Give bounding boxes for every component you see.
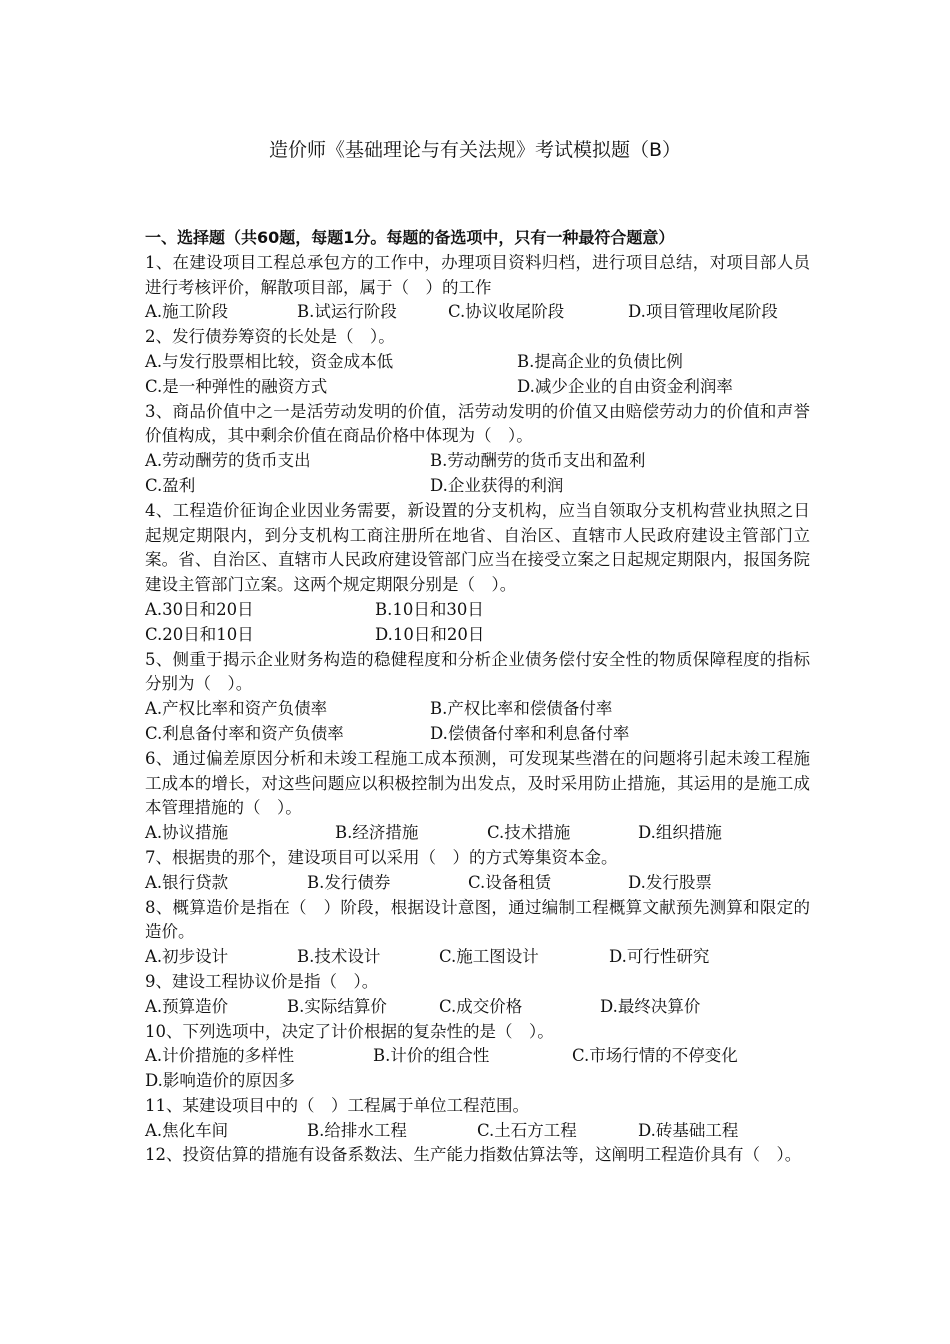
question-2: 2、发行债券筹资的长处是（ ）。 (145, 327, 395, 347)
option-a: A.焦化车间 (145, 1120, 229, 1140)
option-b: B.经济措施 (335, 823, 419, 843)
option-c: C.利息备付率和资产负债率 (145, 723, 344, 743)
option-c: C.协议收尾阶段 (448, 302, 565, 322)
option-c: C.20日和10日 (145, 624, 254, 644)
options-row (145, 598, 810, 623)
option-d: D.减少企业的自由资金利润率 (517, 376, 733, 396)
option-b: B.给排水工程 (307, 1120, 407, 1140)
option-a: A.施工阶段 (145, 302, 229, 322)
option-a: A.劳动酬劳的货币支出 (145, 451, 311, 471)
option-b: B.10日和30日 (375, 599, 484, 619)
options-row (145, 1069, 810, 1094)
option-a: A.计价措施的多样性 (145, 1046, 295, 1066)
options-row (145, 350, 810, 375)
option-b: B.技术设计 (297, 947, 381, 967)
option-d: D.组织措施 (638, 823, 722, 843)
options-row (145, 995, 810, 1020)
option-d: D.偿债备付率和利息备付率 (430, 723, 630, 743)
question-6: 6、通过偏差原因分析和未竣工程施工成本预测，可发现某些潜在的问题将引起未竣工程施工成本的增长，对这些问题应以积极控制为出发点，及时采用防止措施，其运用的是施工成本管理措施的（ ）。 (145, 748, 810, 818)
options-row (145, 697, 810, 722)
option-a: A.预算造价 (145, 996, 229, 1016)
option-d: D.砖基础工程 (638, 1120, 739, 1140)
options-row (145, 821, 810, 846)
option-a: A.协议措施 (145, 823, 229, 843)
option-a: A.30日和20日 (145, 599, 254, 619)
question-11: 11、某建设项目中的（ ）工程属于单位工程范围。 (145, 1095, 529, 1115)
question-5: 5、侧重于揭示企业财务构造的稳健程度和分析企业债务偿付安全性的物质保障程度的指标分别为（ ）。 (145, 649, 810, 694)
option-b: B.实际结算价 (287, 996, 387, 1016)
option-d: D.发行股票 (628, 872, 712, 892)
question-7: 7、根据贵的那个，建设项目可以采用（ ）的方式筹集资本金。 (145, 847, 618, 867)
option-d: D.企业获得的利润 (430, 475, 564, 495)
option-c: C.施工图设计 (439, 947, 539, 967)
option-b: B.劳动酬劳的货币支出和盈利 (430, 451, 646, 471)
option-d: D.影响造价的原因多 (145, 1071, 295, 1091)
options-row (145, 871, 810, 896)
option-c: C.市场行情的不停变化 (572, 1046, 738, 1066)
option-d: D.最终决算价 (600, 996, 701, 1016)
options-row (145, 722, 810, 747)
options-row (145, 449, 810, 474)
question-8: 8、概算造价是指在（ ）阶段，根据设计意图，通过编制工程概算文献预先测算和限定的造价。 (145, 897, 810, 942)
options-row (145, 1044, 810, 1069)
option-b: B.计价的组合性 (373, 1046, 490, 1066)
section-heading: 一、选择题（共60题，每题1分。每题的备选项中，只有一种最符合题意） (145, 228, 675, 247)
option-b: B.试运行阶段 (297, 302, 397, 322)
question-3: 3、商品价值中之一是活劳动发明的价值，活劳动发明的价值又由赔偿劳动力的价值和声誉价值构成，其中剩余价值在商品价格中体现为（ ）。 (145, 401, 810, 446)
option-b: B.提高企业的负债比例 (517, 351, 683, 371)
option-a: A.与发行股票相比较，资金成本低 (145, 351, 394, 371)
options-row (145, 474, 810, 499)
option-c: C.盈利 (145, 475, 196, 495)
options-row (145, 300, 810, 325)
question-12: 12、投资估算的措施有设备系数法、生产能力指数估算法等，这阐明工程造价具有（ ）。 (145, 1145, 802, 1165)
document-body (145, 226, 810, 1168)
option-c: C.设备租赁 (468, 872, 552, 892)
option-d: D.项目管理收尾阶段 (628, 302, 778, 322)
options-row (145, 945, 810, 970)
option-d: D.可行性研究 (609, 947, 710, 967)
option-b: B.发行债券 (307, 872, 391, 892)
question-4: 4、工程造价征询企业因业务需要，新设置的分支机构，应当自领取分支机构营业执照之日起规定期限内，到分支机构工商注册所在地省、自治区、直辖市人民政府建设主管部门立案。省、自治区、直辖市人民政府建设管部门应当在接受立案之日起规定期限内，报国务院建设主管部门立案。这两个规定期限分别是（ ）。 (145, 500, 810, 595)
question-1: 1、在建设项目工程总承包方的工作中，办理项目资料归档，进行项目总结，对项目部人员进行考核评价，解散项目部，属于（ ）的工作 (145, 252, 810, 297)
option-c: C.技术措施 (487, 823, 571, 843)
option-a: A.产权比率和资产负债率 (145, 699, 328, 719)
options-row (145, 375, 810, 400)
option-c: C.是一种弹性的融资方式 (145, 376, 328, 396)
question-10: 10、下列选项中，决定了计价根据的复杂性的是（ ）。 (145, 1021, 554, 1041)
option-c: C.成交价格 (439, 996, 523, 1016)
option-a: A.银行贷款 (145, 872, 229, 892)
options-row (145, 623, 810, 648)
question-9: 9、建设工程协议价是指（ ）。 (145, 971, 379, 991)
document-title: 造价师《基础理论与有关法规》考试模拟题（B） (268, 139, 682, 161)
option-a: A.初步设计 (145, 947, 229, 967)
options-row (145, 1119, 810, 1144)
option-b: B.产权比率和偿债备付率 (430, 699, 613, 719)
option-d: D.10日和20日 (375, 624, 485, 644)
option-c: C.土石方工程 (477, 1120, 577, 1140)
